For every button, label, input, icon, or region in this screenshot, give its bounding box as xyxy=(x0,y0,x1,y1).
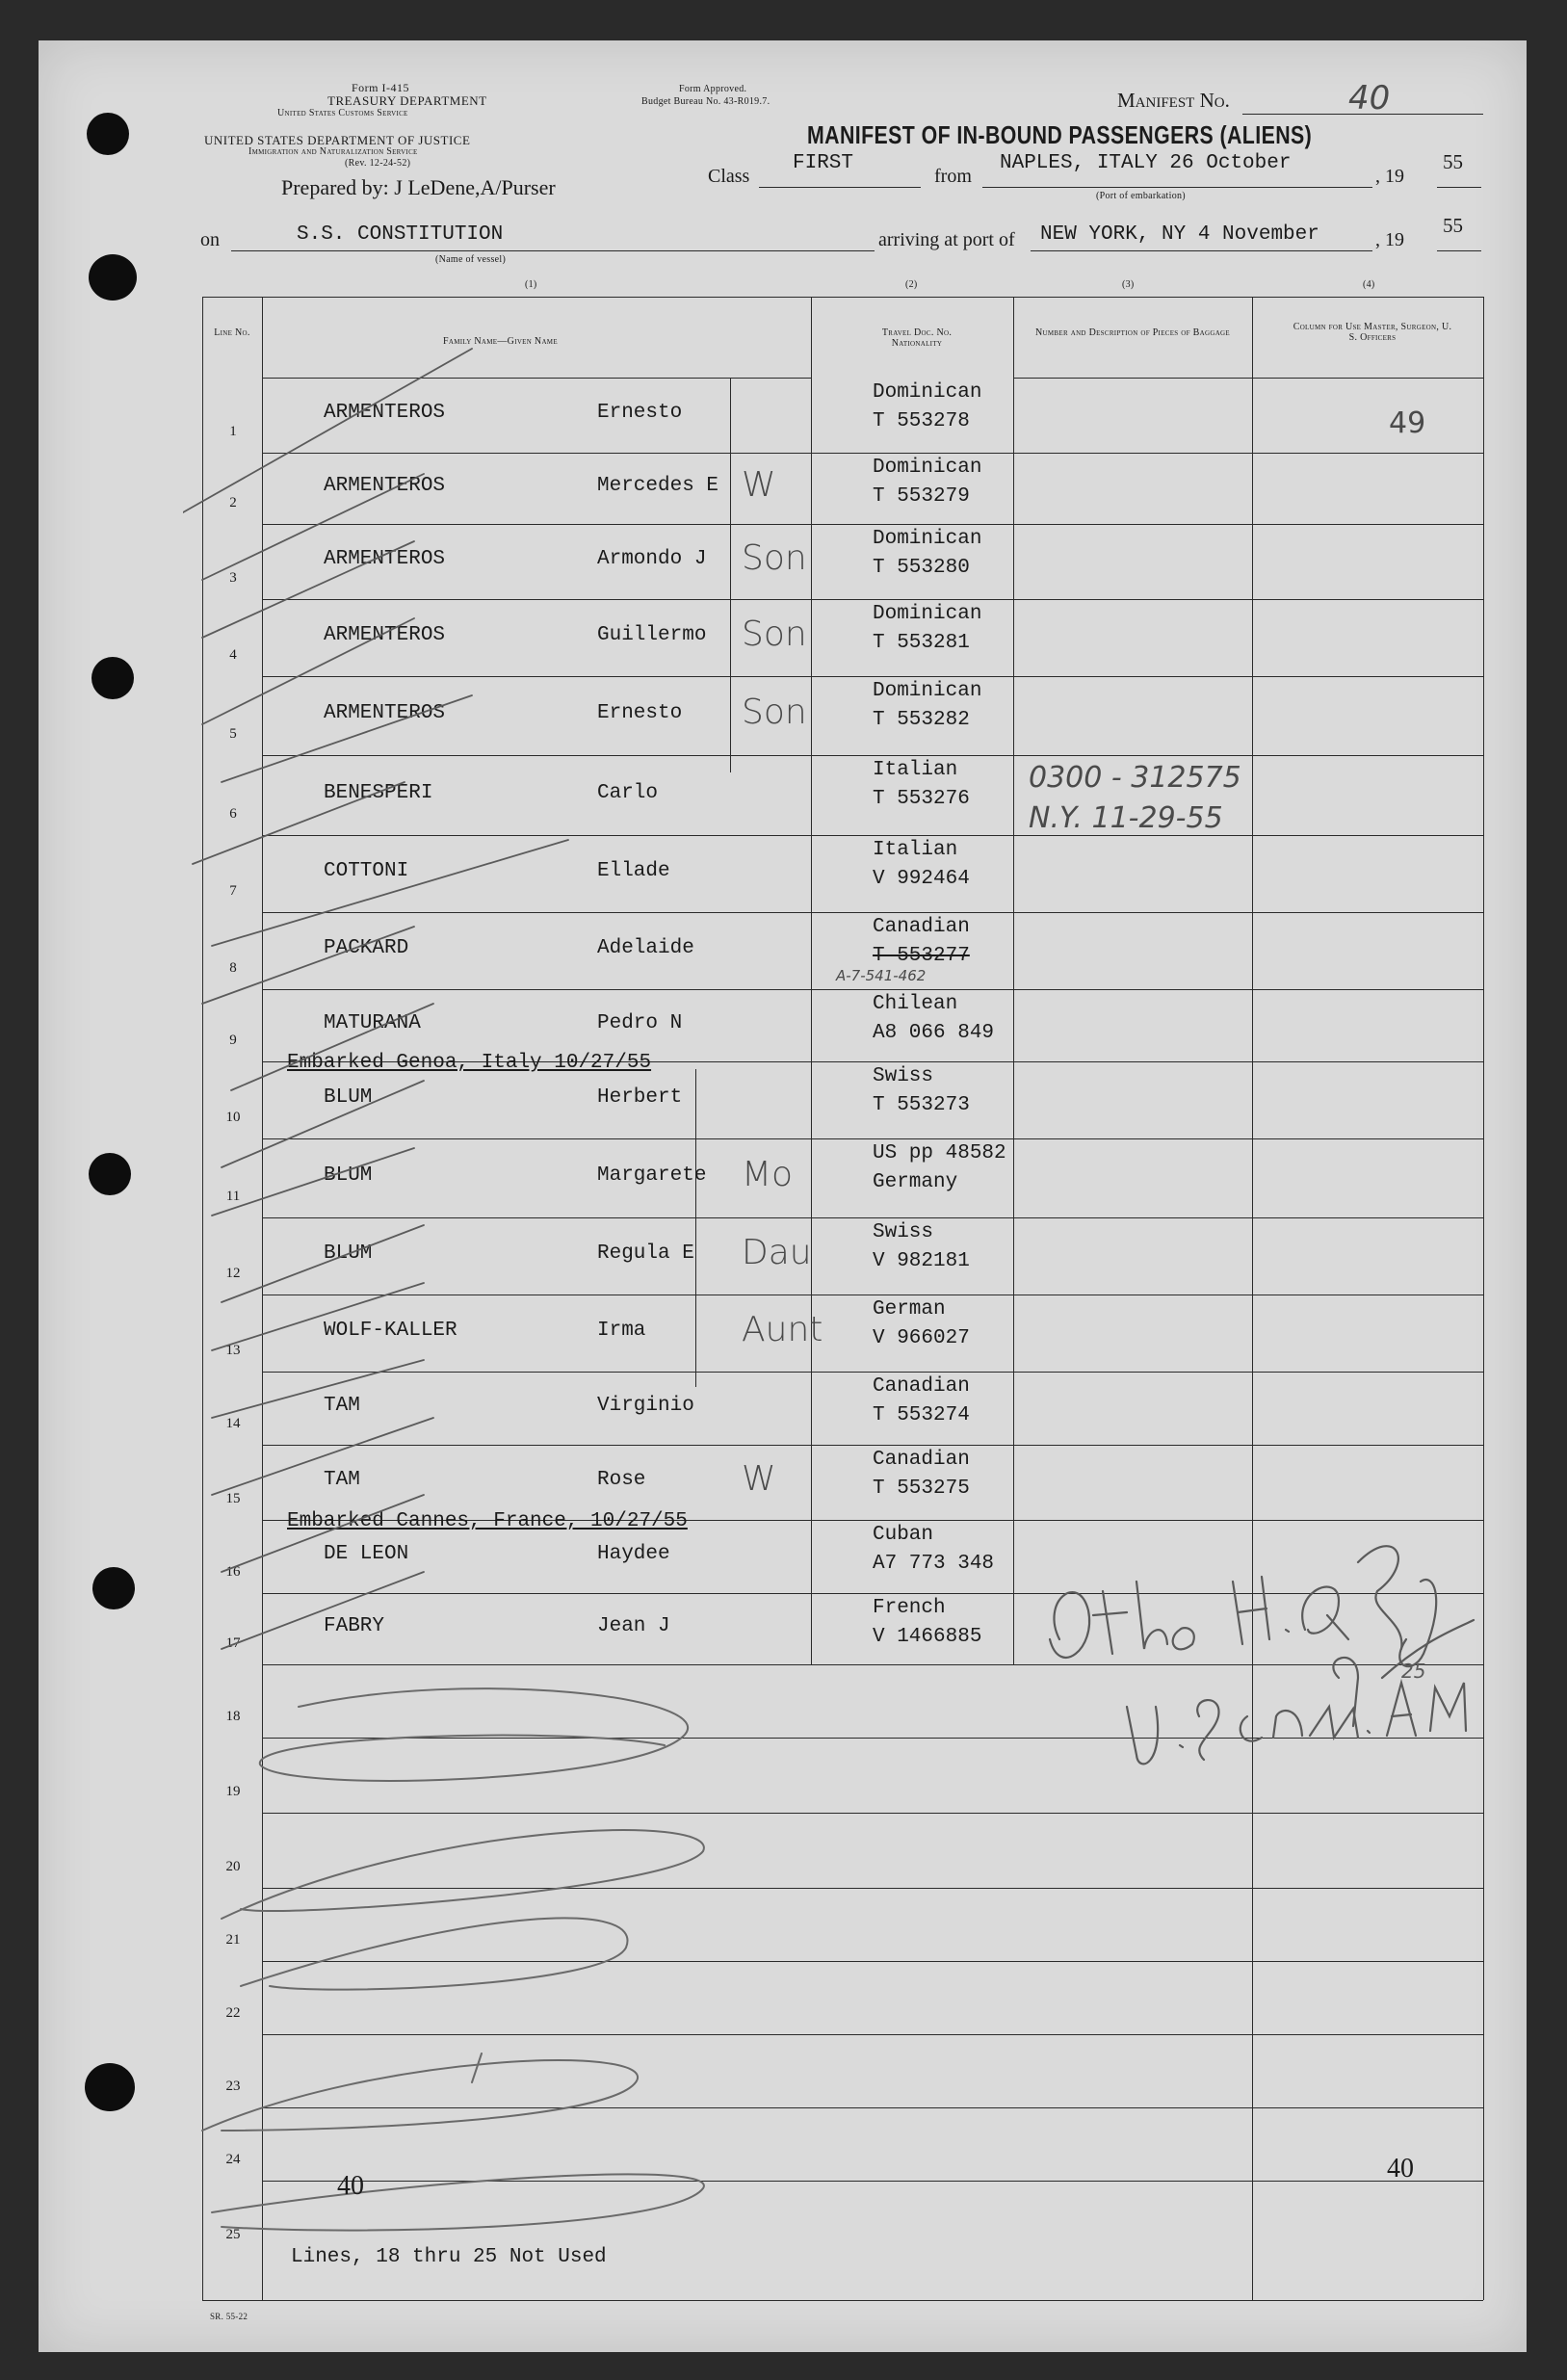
lines-not-used-note: Lines, 18 thru 25 Not Used xyxy=(291,2246,607,2268)
col-head-line: Line No. xyxy=(214,327,250,338)
given-name: Mercedes E xyxy=(597,475,719,497)
given-name: Rose xyxy=(597,1469,646,1491)
total-right: 40 xyxy=(1387,2154,1414,2184)
family-name: COTTONI xyxy=(324,860,409,882)
nationality: Dominican xyxy=(873,680,982,702)
on-label: on xyxy=(200,229,220,250)
nationality: Dominican xyxy=(873,381,982,404)
travel-doc-no: V 966027 xyxy=(873,1327,970,1349)
officer-mark: 49 xyxy=(1389,406,1426,440)
travel-doc-no: T 553273 xyxy=(873,1094,970,1116)
header-bottom-rule xyxy=(1013,378,1483,379)
relationship-note: Son xyxy=(742,538,807,578)
given-name: Virginio xyxy=(597,1395,694,1417)
line-number: 12 xyxy=(225,1266,241,1281)
year-prefix-1: , 19 xyxy=(1375,166,1404,187)
nationality: Canadian xyxy=(873,1375,970,1398)
relationship-note: Dau xyxy=(742,1233,812,1272)
budget-bureau: Budget Bureau No. 43-R019.7. xyxy=(641,96,770,107)
class-value: FIRST xyxy=(793,152,854,174)
col-number-3: (3) xyxy=(1122,279,1135,290)
nationality: Italian xyxy=(873,759,958,781)
relationship-note: Son xyxy=(742,693,807,732)
given-name: Ellade xyxy=(597,860,670,882)
given-name: Armondo J xyxy=(597,548,707,570)
family-name: BLUM xyxy=(324,1086,373,1109)
given-name: Carlo xyxy=(597,781,659,804)
line-number: 6 xyxy=(229,806,237,822)
nationality: Canadian xyxy=(873,1449,970,1471)
given-name: Guillermo xyxy=(597,624,707,646)
binder-hole xyxy=(92,1567,135,1609)
col-number-4: (4) xyxy=(1363,279,1375,290)
vessel-caption: (Name of vessel) xyxy=(435,254,507,265)
line-number: 25 xyxy=(225,2227,241,2242)
dept-treasury: TREASURY DEPARTMENT xyxy=(327,93,487,108)
dept-justice-sub: Immigration and Naturalization Service xyxy=(248,146,418,157)
family-name: DE LEON xyxy=(324,1543,409,1565)
year-2: 55 xyxy=(1443,214,1463,237)
family-name: TAM xyxy=(324,1469,360,1491)
form-revision: (Rev. 12-24-52) xyxy=(345,158,411,169)
from-label: from xyxy=(934,166,972,187)
nationality: Dominican xyxy=(873,528,982,550)
travel-doc-no: T 553274 xyxy=(873,1404,970,1426)
col-divider-baggage xyxy=(1252,297,1253,2300)
family-name: TAM xyxy=(324,1395,360,1417)
binder-hole xyxy=(85,2063,135,2111)
line-number: 3 xyxy=(229,570,237,586)
check-strokes xyxy=(183,329,857,1726)
family-name: BLUM xyxy=(324,1242,373,1265)
packard-correction: A-7-541-462 xyxy=(836,967,927,984)
binder-hole xyxy=(89,254,137,301)
travel-doc-no: T 553276 xyxy=(873,788,970,810)
family-name: ARMENTEROS xyxy=(324,475,446,497)
manifest-no-value: 40 xyxy=(1348,79,1391,118)
vessel-rule xyxy=(231,250,875,251)
line-number: 9 xyxy=(229,1033,237,1048)
dept-treasury-sub: United States Customs Service xyxy=(277,108,408,118)
family-name: MATURANA xyxy=(324,1011,421,1034)
family-name: WOLF-KALLER xyxy=(324,1320,457,1342)
travel-doc-no: T 553277 xyxy=(873,945,970,967)
nationality: Cuban xyxy=(873,1524,934,1546)
officer-signature xyxy=(1021,1485,1483,1774)
line-number: 16 xyxy=(225,1564,241,1580)
line-number: 2 xyxy=(229,495,237,510)
year-rule-1 xyxy=(1437,187,1481,188)
baggage-handwritten-2: N.Y. 11-29-55 xyxy=(1029,801,1223,835)
travel-doc-no: Germany xyxy=(873,1171,958,1193)
family-name: ARMENTEROS xyxy=(324,702,446,724)
travel-doc-no: A8 066 849 xyxy=(873,1022,995,1044)
given-name: Haydee xyxy=(597,1543,670,1565)
col-head-officers: Column for Use Master, Surgeon, U. S. Officers xyxy=(1293,322,1452,343)
vessel-name: S.S. CONSTITUTION xyxy=(297,223,504,246)
form-number: Form I-415 xyxy=(352,81,409,94)
relationship-note: Mo xyxy=(742,1155,794,1194)
line-number: 22 xyxy=(225,2005,241,2021)
relationship-note: Aunt xyxy=(742,1310,823,1349)
line-number: 19 xyxy=(225,1784,241,1799)
nationality: German xyxy=(873,1298,946,1321)
nationality: Italian xyxy=(873,839,958,861)
given-name: Adelaide xyxy=(597,937,694,959)
class-label: Class xyxy=(708,166,750,187)
line-number: 4 xyxy=(229,647,237,663)
travel-doc-no: T 553280 xyxy=(873,557,970,579)
given-name: Ernesto xyxy=(597,402,683,424)
prepared-by: Prepared by: J LeDene,A/Purser xyxy=(281,175,556,199)
line-number: 7 xyxy=(229,883,237,899)
binder-hole xyxy=(87,113,129,155)
family-name: PACKARD xyxy=(324,937,409,959)
year-rule-2 xyxy=(1437,250,1481,251)
nationality: Chilean xyxy=(873,993,958,1015)
given-name: Jean J xyxy=(597,1615,670,1637)
nationality: Dominican xyxy=(873,603,982,625)
header-top-rule xyxy=(202,297,1483,298)
given-name: Ernesto xyxy=(597,702,683,724)
manifest-no-label: Manifest No. xyxy=(1117,89,1230,112)
travel-doc-no: V 982181 xyxy=(873,1250,970,1272)
line-number: 14 xyxy=(225,1416,241,1431)
year-1: 55 xyxy=(1443,150,1463,173)
line-number: 1 xyxy=(229,424,237,439)
line-number: 24 xyxy=(225,2152,241,2167)
col-head-baggage: Number and Description of Pieces of Baggage xyxy=(1035,327,1230,338)
col-number-2: (2) xyxy=(905,279,918,290)
manifest-sheet xyxy=(39,40,1527,2352)
travel-doc-no: T 553279 xyxy=(873,485,970,508)
col-divider-doc xyxy=(1013,297,1014,1664)
line-number: 13 xyxy=(225,1343,241,1358)
dept-justice: UNITED STATES DEPARTMENT OF JUSTICE xyxy=(204,133,471,147)
line-number: 15 xyxy=(225,1491,241,1506)
port-caption: (Port of embarkation) xyxy=(1096,191,1186,201)
travel-doc-no: T 553281 xyxy=(873,632,970,654)
nationality: Canadian xyxy=(873,916,970,938)
unused-lines-scribble xyxy=(183,1678,857,2294)
relationship-note: W xyxy=(742,1459,776,1499)
travel-doc-no: T 553278 xyxy=(873,410,970,432)
svg-text:25: 25 xyxy=(1401,1660,1426,1683)
nationality: Swiss xyxy=(873,1065,934,1087)
travel-doc-no: A7 773 348 xyxy=(873,1553,995,1575)
line-number: 23 xyxy=(225,2079,241,2094)
table-right-border xyxy=(1483,297,1484,2300)
binder-hole xyxy=(89,1153,131,1195)
family-name: BENESPERI xyxy=(324,781,433,804)
nationality: US pp 48582 xyxy=(873,1142,1006,1164)
arrival-rule xyxy=(1031,250,1372,251)
baggage-handwritten-1: 0300 - 312575 xyxy=(1029,761,1241,795)
given-name: Irma xyxy=(597,1320,646,1342)
line-number: 17 xyxy=(225,1635,241,1651)
given-name: Herbert xyxy=(597,1086,683,1109)
relationship-note: Son xyxy=(742,615,807,654)
line-number: 10 xyxy=(225,1110,241,1125)
nationality: French xyxy=(873,1597,946,1619)
arriving-label: arriving at port of xyxy=(878,229,1015,250)
from-value: NAPLES, ITALY 26 October xyxy=(1000,152,1292,174)
family-name: ARMENTEROS xyxy=(324,402,446,424)
binder-hole xyxy=(91,657,134,699)
family-name: FABRY xyxy=(324,1615,385,1637)
travel-doc-no: T 553282 xyxy=(873,709,970,731)
col-head-name: Family Name—Given Name xyxy=(443,336,558,347)
travel-doc-no: T 553275 xyxy=(873,1478,970,1500)
arrival-value: NEW YORK, NY 4 November xyxy=(1040,223,1319,246)
embarked-cannes-note: Embarked Cannes, France, 10/27/55 xyxy=(287,1510,688,1532)
travel-doc-no: V 1466885 xyxy=(873,1626,982,1648)
line-number: 18 xyxy=(225,1709,241,1724)
given-name: Margarete xyxy=(597,1164,707,1187)
nationality: Swiss xyxy=(873,1221,934,1243)
total-left: 40 xyxy=(337,2171,364,2201)
manifest-title: MANIFEST OF IN-BOUND PASSENGERS (ALIENS) xyxy=(807,120,1313,149)
family-name: ARMENTEROS xyxy=(324,548,446,570)
family-name: BLUM xyxy=(324,1164,373,1187)
col-head-doc: Travel Doc. No. Nationality xyxy=(881,327,953,349)
footer-code: SR. 55-22 xyxy=(210,2312,248,2321)
given-name: Pedro N xyxy=(597,1011,683,1034)
line-number: 5 xyxy=(229,726,237,742)
form-approved: Form Approved. xyxy=(679,84,747,94)
family-name: ARMENTEROS xyxy=(324,624,446,646)
year-prefix-2: , 19 xyxy=(1375,229,1404,250)
travel-doc-no: V 992464 xyxy=(873,868,970,890)
line-number: 11 xyxy=(225,1189,241,1204)
table-bottom-border xyxy=(202,2300,1483,2301)
from-rule xyxy=(982,187,1372,188)
given-name: Regula E xyxy=(597,1242,694,1265)
embarked-genoa-note: Embarked Genoa, Italy 10/27/55 xyxy=(287,1052,652,1074)
line-number: 8 xyxy=(229,960,237,976)
line-number: 20 xyxy=(225,1859,241,1874)
col-number-1: (1) xyxy=(525,279,537,290)
nationality: Dominican xyxy=(873,457,982,479)
class-rule xyxy=(759,187,921,188)
relationship-note: W xyxy=(742,465,776,505)
line-number: 21 xyxy=(225,1932,241,1948)
